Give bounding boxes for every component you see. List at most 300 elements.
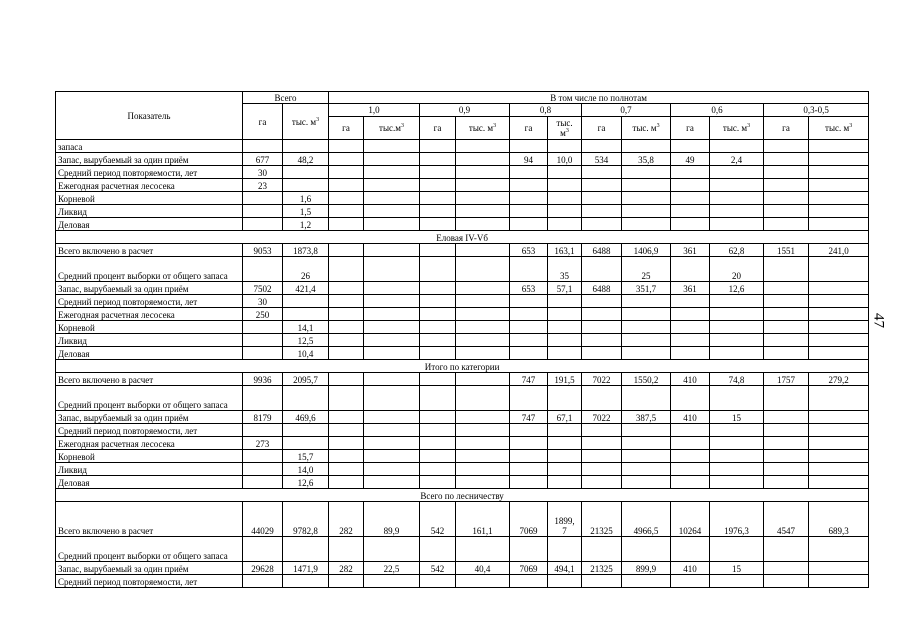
table-cell: 15,7 (283, 450, 329, 463)
table-cell (671, 218, 710, 231)
table-cell (329, 411, 364, 424)
row-label: Всего включено в расчет (56, 244, 243, 257)
table-cell (420, 321, 456, 334)
table-row (56, 282, 869, 295)
table-row (56, 179, 869, 192)
table-cell: 7022 (582, 373, 622, 386)
table-cell (283, 537, 329, 562)
table-cell: 7502 (243, 282, 283, 295)
table-cell (243, 476, 283, 489)
subheader-volume: $тыс.м^3$ (364, 117, 420, 140)
table-cell (364, 476, 420, 489)
subheader-ha: га (582, 117, 622, 140)
table-cell (710, 321, 764, 334)
table-cell (809, 450, 869, 463)
table-row (56, 476, 869, 489)
table-cell (582, 295, 622, 308)
table-cell (710, 218, 764, 231)
table-cell: 23 (243, 179, 283, 192)
table-cell (510, 308, 548, 321)
table-cell (456, 450, 510, 463)
table-cell (809, 347, 869, 360)
table-cell: 30 (243, 295, 283, 308)
table-cell (548, 334, 582, 347)
subheader-ha: га (420, 117, 456, 140)
table-cell (809, 575, 869, 588)
row-label: Ежегодная расчетная лесосека (56, 179, 243, 192)
table-cell (510, 424, 548, 437)
table-cell: 677 (243, 153, 283, 166)
table-cell (671, 334, 710, 347)
table-cell: 361 (671, 282, 710, 295)
table-cell: 49 (671, 153, 710, 166)
table-cell (671, 166, 710, 179)
table-cell: 1899, 7 (548, 502, 582, 537)
table-cell (364, 411, 420, 424)
table-row (56, 218, 869, 231)
table-cell (283, 437, 329, 450)
table-cell (764, 437, 809, 450)
subheader-ha: га (329, 117, 364, 140)
table-cell (622, 308, 671, 321)
table-cell: 279,2 (809, 373, 869, 386)
table-cell (622, 437, 671, 450)
table-cell (456, 218, 510, 231)
density-group-header: 0,7 (582, 104, 671, 117)
table-cell (456, 153, 510, 166)
table-cell (329, 179, 364, 192)
table-cell (809, 179, 869, 192)
table-cell (582, 205, 622, 218)
table-cell (420, 424, 456, 437)
table-cell: 20 (710, 257, 764, 282)
forest-calculation-table (55, 91, 869, 588)
table-cell: 6488 (582, 244, 622, 257)
table-cell: 747 (510, 411, 548, 424)
table-cell (510, 463, 548, 476)
table-cell (622, 166, 671, 179)
table-cell (329, 334, 364, 347)
table-row (56, 411, 869, 424)
table-cell: 387,5 (622, 411, 671, 424)
table-cell (329, 437, 364, 450)
table-cell (548, 321, 582, 334)
table-cell: 282 (329, 562, 364, 575)
table-row (56, 334, 869, 347)
row-label: Корневой (56, 192, 243, 205)
header-total: Всего (243, 92, 329, 104)
table-cell: 4966,5 (622, 502, 671, 537)
table-cell (420, 205, 456, 218)
table-cell (364, 334, 420, 347)
table-cell (420, 218, 456, 231)
table-cell (329, 476, 364, 489)
density-group-header: 0,9 (420, 104, 510, 117)
table-cell: 410 (671, 411, 710, 424)
table-cell (329, 537, 364, 562)
table-cell (510, 166, 548, 179)
row-label: Корневой (56, 321, 243, 334)
table-cell: 747 (510, 373, 548, 386)
table-cell (809, 562, 869, 575)
table-cell: 26 (283, 257, 329, 282)
table-cell (329, 347, 364, 360)
table-row (56, 205, 869, 218)
table-cell: 35,8 (622, 153, 671, 166)
density-group-header: 0,3-0,5 (764, 104, 869, 117)
table-cell (764, 334, 809, 347)
table-cell (710, 205, 764, 218)
table-cell (764, 205, 809, 218)
table-cell (283, 295, 329, 308)
table-cell (671, 179, 710, 192)
table-cell (809, 537, 869, 562)
table-cell (456, 575, 510, 588)
table-cell (510, 476, 548, 489)
table-cell (510, 450, 548, 463)
table-body (56, 140, 869, 588)
table-cell (329, 575, 364, 588)
table-cell (809, 192, 869, 205)
table-cell (582, 476, 622, 489)
table-cell (364, 140, 420, 153)
table-cell (456, 295, 510, 308)
subheader-ha: га (764, 117, 809, 140)
table-cell (809, 257, 869, 282)
page-number: 47 (870, 313, 887, 328)
table-cell (548, 463, 582, 476)
row-label: Средний процент выборки от общего запаса (56, 537, 243, 562)
table-cell (710, 347, 764, 360)
table-cell (764, 537, 809, 562)
table-cell (710, 192, 764, 205)
table-cell (329, 463, 364, 476)
table-cell: 1,2 (283, 218, 329, 231)
table-cell (710, 308, 764, 321)
row-label: Ликвид (56, 463, 243, 476)
subheader-ha: га (510, 117, 548, 140)
table-row (56, 424, 869, 437)
table-cell: 44029 (243, 502, 283, 537)
table-cell: 689,3 (809, 502, 869, 537)
table-cell (456, 386, 510, 411)
table-cell: 1471,9 (283, 562, 329, 575)
table-cell: 89,9 (364, 502, 420, 537)
header-indicator: Показатель (56, 92, 243, 140)
table-cell (510, 347, 548, 360)
table-cell (809, 153, 869, 166)
table-cell (582, 347, 622, 360)
table-cell: 7022 (582, 411, 622, 424)
table-cell: 15 (710, 411, 764, 424)
table-cell (622, 450, 671, 463)
table-cell (582, 463, 622, 476)
table-cell (809, 308, 869, 321)
table-cell (548, 166, 582, 179)
table-cell (622, 218, 671, 231)
table-row (56, 166, 869, 179)
table-cell (456, 321, 510, 334)
row-label: Корневой (56, 450, 243, 463)
table-cell (809, 411, 869, 424)
table-cell: 410 (671, 562, 710, 575)
table-cell (764, 295, 809, 308)
table-cell (710, 140, 764, 153)
table-cell (809, 218, 869, 231)
table-row (56, 244, 869, 257)
table-cell: 351,7 (622, 282, 671, 295)
table-cell (329, 386, 364, 411)
table-cell (582, 450, 622, 463)
table-cell (364, 179, 420, 192)
table-cell (582, 575, 622, 588)
row-label: Ежегодная расчетная лесосека (56, 437, 243, 450)
table-cell (283, 575, 329, 588)
table-cell (364, 308, 420, 321)
table-cell: 62,8 (710, 244, 764, 257)
table-cell (420, 347, 456, 360)
table-cell (710, 166, 764, 179)
table-cell: 14,1 (283, 321, 329, 334)
table-cell (764, 386, 809, 411)
table-cell: 74,8 (710, 373, 764, 386)
table-cell (243, 424, 283, 437)
table-cell (622, 334, 671, 347)
table-row (56, 153, 869, 166)
table-cell: 2,4 (710, 153, 764, 166)
table-cell: 94 (510, 153, 548, 166)
table-cell (548, 575, 582, 588)
table-cell (420, 450, 456, 463)
table-cell (548, 218, 582, 231)
table-cell: 67,1 (548, 411, 582, 424)
table-cell: 534 (582, 153, 622, 166)
table-cell (809, 166, 869, 179)
table-cell (456, 179, 510, 192)
table-cell (420, 308, 456, 321)
table-cell (329, 450, 364, 463)
table-cell: 1757 (764, 373, 809, 386)
table-cell (456, 373, 510, 386)
table-cell (764, 321, 809, 334)
table-cell: 9936 (243, 373, 283, 386)
table-cell: 653 (510, 244, 548, 257)
table-cell: 191,5 (548, 373, 582, 386)
section-row (56, 360, 869, 373)
table-cell (671, 192, 710, 205)
density-group-header: 0,8 (510, 104, 582, 117)
table-cell (809, 295, 869, 308)
table-cell: 1406,9 (622, 244, 671, 257)
table-cell: 250 (243, 308, 283, 321)
table-row (56, 537, 869, 562)
table-row (56, 308, 869, 321)
table-cell: 161,1 (456, 502, 510, 537)
table-cell (809, 282, 869, 295)
table-cell: 48,2 (283, 153, 329, 166)
header-total-ha: га (243, 104, 283, 140)
table-cell: 9782,8 (283, 502, 329, 537)
table-cell (671, 308, 710, 321)
table-cell (582, 437, 622, 450)
table-cell (622, 205, 671, 218)
table-cell: 12,6 (710, 282, 764, 295)
table-cell (764, 450, 809, 463)
table-cell: 1873,8 (283, 244, 329, 257)
table-cell (764, 463, 809, 476)
table-cell (671, 386, 710, 411)
table-cell (364, 295, 420, 308)
table-cell (764, 308, 809, 321)
table-cell (710, 437, 764, 450)
table-row (56, 321, 869, 334)
table-cell: 10,4 (283, 347, 329, 360)
table-cell (764, 411, 809, 424)
table-cell (456, 166, 510, 179)
table-row (56, 192, 869, 205)
table-cell (243, 321, 283, 334)
table-cell (671, 450, 710, 463)
table-cell (456, 192, 510, 205)
table-cell: 22,5 (364, 562, 420, 575)
table-cell (548, 192, 582, 205)
table-cell: 1,5 (283, 205, 329, 218)
table-cell (582, 257, 622, 282)
table-cell: 6488 (582, 282, 622, 295)
table-cell (364, 537, 420, 562)
table-cell (671, 140, 710, 153)
table-cell (510, 257, 548, 282)
table-cell: 899,9 (622, 562, 671, 575)
table-cell (809, 463, 869, 476)
row-label: запаса (56, 140, 243, 153)
table-cell (364, 205, 420, 218)
table-cell (764, 153, 809, 166)
table-cell (243, 205, 283, 218)
table-cell (764, 257, 809, 282)
table-cell (548, 386, 582, 411)
table-cell: 7069 (510, 502, 548, 537)
table-cell (548, 179, 582, 192)
row-label: Средний период повторяемости, лет (56, 166, 243, 179)
table-row (56, 347, 869, 360)
table-row (56, 386, 869, 411)
table-cell (809, 321, 869, 334)
table-cell (548, 140, 582, 153)
table-cell (329, 166, 364, 179)
table-cell (364, 575, 420, 588)
table-cell (243, 463, 283, 476)
table-cell (809, 140, 869, 153)
table-cell: 1976,3 (710, 502, 764, 537)
table-cell (622, 463, 671, 476)
table-cell (456, 411, 510, 424)
table-cell (582, 192, 622, 205)
table-cell (809, 437, 869, 450)
table-cell (364, 321, 420, 334)
table-cell (671, 257, 710, 282)
table-cell: 12,5 (283, 334, 329, 347)
table-cell (582, 166, 622, 179)
table-cell (243, 386, 283, 411)
table-cell (329, 373, 364, 386)
table-cell (456, 334, 510, 347)
table-cell (420, 386, 456, 411)
row-label: Ликвид (56, 334, 243, 347)
table-cell (622, 537, 671, 562)
table-cell (364, 437, 420, 450)
table-cell (420, 192, 456, 205)
row-label: Запас, вырубаемый за один приём (56, 562, 243, 575)
table-cell (710, 334, 764, 347)
table-cell (243, 218, 283, 231)
table-cell (582, 334, 622, 347)
table-cell: 30 (243, 166, 283, 179)
table-cell (456, 257, 510, 282)
table-cell (582, 537, 622, 562)
table-cell (283, 179, 329, 192)
row-label: Деловая (56, 347, 243, 360)
header-by-density: В том числе по полнотам (329, 92, 869, 104)
table-cell: 1551 (764, 244, 809, 257)
table-cell (671, 437, 710, 450)
row-label: Ежегодная расчетная лесосека (56, 308, 243, 321)
row-label: Запас, вырубаемый за один приём (56, 153, 243, 166)
table-cell (329, 257, 364, 282)
table-row (56, 450, 869, 463)
table-cell (548, 308, 582, 321)
row-label: Запас, вырубаемый за один приём (56, 411, 243, 424)
table-cell (764, 166, 809, 179)
row-label: Деловая (56, 218, 243, 231)
table-cell (510, 179, 548, 192)
table-cell (622, 179, 671, 192)
table-cell (548, 424, 582, 437)
table-cell: 9053 (243, 244, 283, 257)
table-cell (710, 476, 764, 489)
table-cell (364, 244, 420, 257)
table-cell (671, 321, 710, 334)
table-cell (622, 424, 671, 437)
table-row (56, 373, 869, 386)
subheader-volume: тыс. $м^3$ (456, 117, 510, 140)
table-cell (764, 347, 809, 360)
table-cell (364, 166, 420, 179)
table-cell (671, 205, 710, 218)
table-cell (510, 537, 548, 562)
table-cell (420, 257, 456, 282)
table-cell: 10,0 (548, 153, 582, 166)
table-cell (622, 386, 671, 411)
table-cell (671, 476, 710, 489)
table-cell (329, 295, 364, 308)
table-cell (364, 257, 420, 282)
table-cell: 57,1 (548, 282, 582, 295)
table-cell (710, 463, 764, 476)
table-cell: 4547 (764, 502, 809, 537)
table-cell (243, 450, 283, 463)
table-cell (329, 205, 364, 218)
table-cell: 542 (420, 502, 456, 537)
table-cell (364, 282, 420, 295)
table-cell (456, 424, 510, 437)
table-cell (548, 476, 582, 489)
table-cell (283, 140, 329, 153)
table-cell (456, 476, 510, 489)
table-cell (329, 424, 364, 437)
table-cell: 282 (329, 502, 364, 537)
table-cell (243, 257, 283, 282)
